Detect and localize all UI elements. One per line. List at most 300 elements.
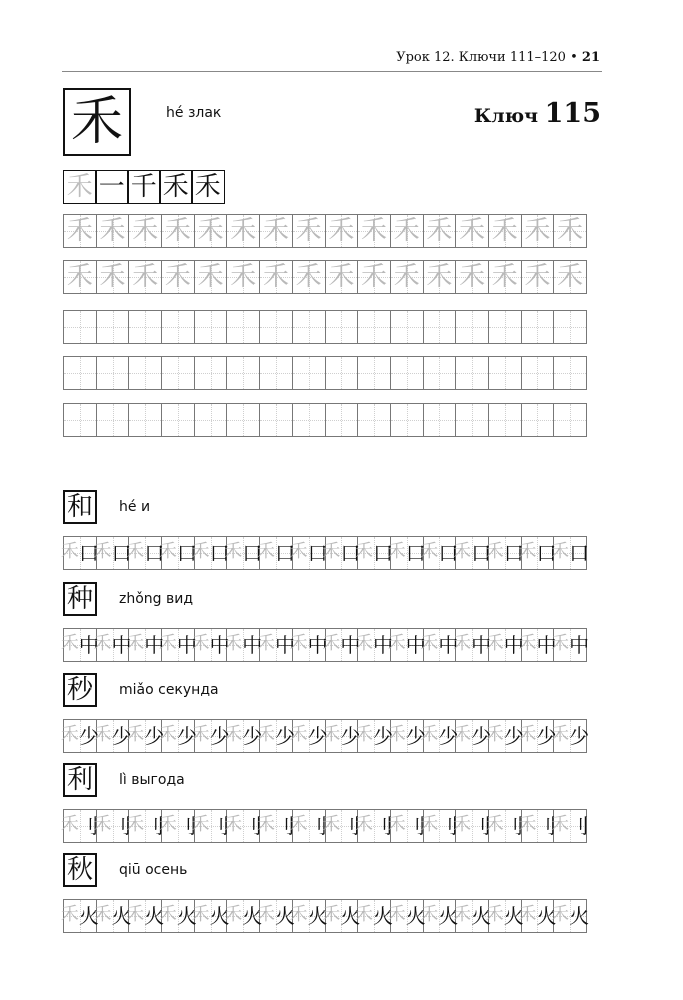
- practice-cell[interactable]: [488, 260, 522, 294]
- practice-cell[interactable]: [194, 260, 228, 294]
- trace-char: 禾: [557, 216, 584, 246]
- practice-cell[interactable]: [93, 536, 132, 570]
- practice-cell[interactable]: [355, 628, 394, 662]
- trace-component: 火: [209, 904, 230, 928]
- trace-component: 刂: [111, 814, 132, 838]
- trace-component: 火: [471, 904, 492, 928]
- key-number: 115: [544, 98, 601, 129]
- practice-cell[interactable]: [325, 260, 359, 294]
- lesson-title: Урок 12. Ключи 111–120: [396, 50, 566, 65]
- trace-component: 火: [503, 904, 524, 928]
- trace-radical: 禾: [322, 814, 341, 835]
- practice-cell[interactable]: [60, 809, 99, 843]
- practice-cell[interactable]: [455, 214, 489, 248]
- trace-component: 火: [78, 904, 99, 928]
- practice-row: [63, 260, 602, 294]
- practice-cell[interactable]: [453, 809, 492, 843]
- practice-cell[interactable]: [455, 260, 489, 294]
- practice-cell[interactable]: [93, 628, 132, 662]
- practice-cell[interactable]: [161, 310, 195, 344]
- practice-cell[interactable]: [128, 260, 162, 294]
- trace-char: 禾: [132, 262, 159, 292]
- trace-radical: 禾: [191, 724, 210, 745]
- trace-component: 火: [569, 904, 590, 928]
- practice-cell[interactable]: [553, 403, 587, 437]
- practice-cell[interactable]: [226, 260, 260, 294]
- practice-cell[interactable]: [551, 719, 590, 753]
- trace-component: 刂: [438, 814, 459, 838]
- trace-component: 中: [307, 633, 328, 657]
- practice-cell[interactable]: [423, 356, 457, 390]
- practice-cell[interactable]: [453, 899, 492, 933]
- practice-cell[interactable]: [357, 403, 391, 437]
- practice-cell[interactable]: [194, 214, 228, 248]
- practice-cell[interactable]: [289, 809, 328, 843]
- practice-cell[interactable]: [292, 214, 326, 248]
- practice-cell[interactable]: [518, 899, 557, 933]
- practice-row: [63, 403, 602, 437]
- word-character: 和: [63, 490, 97, 524]
- page-header: [62, 50, 602, 72]
- word-character: 秋: [63, 853, 97, 887]
- practice-cell[interactable]: [387, 809, 426, 843]
- trace-radical: 禾: [485, 541, 504, 562]
- practice-cell[interactable]: [390, 214, 424, 248]
- practice-cell[interactable]: [357, 214, 391, 248]
- practice-cell[interactable]: [420, 536, 459, 570]
- practice-cell[interactable]: [126, 536, 165, 570]
- trace-radical: 禾: [158, 904, 177, 925]
- trace-char: 禾: [164, 216, 191, 246]
- trace-radical: 禾: [518, 904, 537, 925]
- trace-char: 禾: [66, 262, 93, 292]
- practice-cell[interactable]: [289, 536, 328, 570]
- practice-cell[interactable]: [357, 260, 391, 294]
- trace-char: [551, 816, 589, 836]
- practice-cell[interactable]: [423, 310, 457, 344]
- practice-cell[interactable]: [521, 403, 555, 437]
- practice-cell[interactable]: [256, 809, 295, 843]
- practice-cell[interactable]: [420, 628, 459, 662]
- trace-component: 口: [438, 541, 459, 565]
- practice-cell[interactable]: [161, 356, 195, 390]
- practice-cell[interactable]: [322, 809, 361, 843]
- word-meaning: и: [140, 499, 151, 515]
- word-pinyin-meaning: [119, 772, 185, 788]
- stroke-step-5: [191, 170, 225, 204]
- trace-component: 刂: [569, 814, 590, 838]
- practice-cell[interactable]: [63, 310, 97, 344]
- trace-char: 禾: [491, 216, 518, 246]
- practice-cell[interactable]: [289, 628, 328, 662]
- practice-cell[interactable]: [390, 356, 424, 390]
- trace-char: [551, 906, 589, 926]
- practice-cell[interactable]: [158, 809, 197, 843]
- trace-component: 中: [373, 633, 394, 657]
- page-number: 21: [581, 50, 600, 65]
- trace-radical: 禾: [355, 724, 374, 745]
- practice-cell[interactable]: [161, 260, 195, 294]
- word-pinyin-meaning: [119, 499, 150, 515]
- practice-cell[interactable]: [161, 403, 195, 437]
- word-character: 种: [63, 582, 97, 616]
- practice-cell[interactable]: [551, 536, 590, 570]
- trace-radical: 禾: [551, 814, 570, 835]
- practice-cell[interactable]: [488, 356, 522, 390]
- practice-cell[interactable]: [390, 403, 424, 437]
- practice-cell[interactable]: [292, 403, 326, 437]
- practice-cell[interactable]: [355, 536, 394, 570]
- practice-cell[interactable]: [194, 310, 228, 344]
- word-character: 秒: [63, 673, 97, 707]
- practice-cell[interactable]: [423, 403, 457, 437]
- trace-char: 禾: [132, 216, 159, 246]
- trace-char: 禾: [426, 216, 453, 246]
- trace-component: 火: [111, 904, 132, 928]
- word-practice-row: [60, 899, 602, 933]
- practice-cell[interactable]: [259, 356, 293, 390]
- practice-cell[interactable]: [224, 719, 263, 753]
- practice-cell[interactable]: [226, 356, 260, 390]
- trace-radical: 禾: [518, 633, 537, 654]
- trace-radical: 禾: [387, 633, 406, 654]
- practice-cell[interactable]: [128, 214, 162, 248]
- practice-cell[interactable]: [226, 403, 260, 437]
- practice-cell[interactable]: [289, 719, 328, 753]
- trace-component: 火: [144, 904, 165, 928]
- practice-cell[interactable]: [453, 628, 492, 662]
- trace-char: 禾: [230, 216, 257, 246]
- practice-cell[interactable]: [387, 536, 426, 570]
- trace-radical: 禾: [289, 541, 308, 562]
- practice-cell[interactable]: [325, 310, 359, 344]
- trace-radical: 禾: [60, 814, 79, 835]
- practice-cell[interactable]: [128, 310, 162, 344]
- practice-cell[interactable]: [126, 899, 165, 933]
- trace-char: 禾: [393, 262, 420, 292]
- practice-cell[interactable]: [488, 214, 522, 248]
- trace-component: 火: [536, 904, 557, 928]
- practice-cell[interactable]: [485, 899, 524, 933]
- trace-radical: 禾: [158, 633, 177, 654]
- trace-radical: 禾: [93, 541, 112, 562]
- trace-component: 少: [438, 724, 459, 748]
- practice-cell[interactable]: [322, 899, 361, 933]
- radical-character: 禾: [63, 88, 131, 156]
- trace-radical: 禾: [322, 541, 341, 562]
- practice-cell[interactable]: [551, 899, 590, 933]
- practice-cell[interactable]: [60, 536, 99, 570]
- stroke-step-char: 禾: [162, 171, 189, 202]
- practice-cell[interactable]: [259, 260, 293, 294]
- practice-cell[interactable]: [423, 260, 457, 294]
- trace-component: 少: [111, 724, 132, 748]
- practice-cell[interactable]: [453, 719, 492, 753]
- word-meaning: осень: [145, 862, 188, 878]
- practice-cell[interactable]: [93, 899, 132, 933]
- practice-cell[interactable]: [325, 214, 359, 248]
- practice-cell[interactable]: [158, 719, 197, 753]
- practice-cell[interactable]: [420, 719, 459, 753]
- practice-cell[interactable]: [194, 403, 228, 437]
- practice-cell[interactable]: [191, 719, 230, 753]
- trace-radical: 禾: [60, 904, 79, 925]
- trace-component: 少: [536, 724, 557, 748]
- practice-cell[interactable]: [60, 899, 99, 933]
- trace-radical: 禾: [224, 633, 243, 654]
- practice-cell[interactable]: [485, 719, 524, 753]
- practice-cell[interactable]: [191, 899, 230, 933]
- practice-cell[interactable]: [551, 809, 590, 843]
- trace-radical: 禾: [126, 904, 145, 925]
- practice-cell[interactable]: [485, 628, 524, 662]
- practice-cell[interactable]: [96, 214, 130, 248]
- radical-pinyin-meaning: [166, 105, 221, 121]
- practice-cell[interactable]: [259, 310, 293, 344]
- trace-char: 禾: [491, 262, 518, 292]
- trace-component: 口: [405, 541, 426, 565]
- trace-radical: 禾: [355, 541, 374, 562]
- practice-cell[interactable]: [325, 403, 359, 437]
- trace-component: 少: [340, 724, 361, 748]
- practice-cell[interactable]: [453, 536, 492, 570]
- practice-cell[interactable]: [423, 214, 457, 248]
- stroke-step-4: [159, 170, 193, 204]
- trace-char: 禾: [557, 262, 584, 292]
- trace-component: 少: [307, 724, 328, 748]
- practice-row: [63, 310, 602, 344]
- practice-cell[interactable]: [259, 214, 293, 248]
- practice-cell[interactable]: [292, 260, 326, 294]
- trace-radical: 禾: [256, 904, 275, 925]
- practice-cell[interactable]: [226, 214, 260, 248]
- trace-radical: 禾: [322, 633, 341, 654]
- trace-char: 禾: [361, 262, 388, 292]
- practice-cell[interactable]: [387, 628, 426, 662]
- word-pinyin: hé: [119, 499, 141, 515]
- practice-cell[interactable]: [322, 536, 361, 570]
- practice-cell[interactable]: [158, 536, 197, 570]
- trace-radical: 禾: [256, 724, 275, 745]
- practice-cell[interactable]: [521, 356, 555, 390]
- practice-cell[interactable]: [325, 356, 359, 390]
- practice-cell[interactable]: [289, 899, 328, 933]
- trace-component: 中: [536, 633, 557, 657]
- trace-component: 少: [471, 724, 492, 748]
- practice-cell[interactable]: [485, 536, 524, 570]
- trace-component: 火: [176, 904, 197, 928]
- practice-cell[interactable]: [224, 899, 263, 933]
- practice-cell[interactable]: [63, 356, 97, 390]
- practice-cell[interactable]: [518, 809, 557, 843]
- trace-radical: 禾: [322, 904, 341, 925]
- trace-radical: 禾: [191, 541, 210, 562]
- practice-cell[interactable]: [355, 899, 394, 933]
- trace-component: 口: [569, 541, 590, 565]
- word-practice-row: [60, 536, 602, 570]
- practice-cell[interactable]: [96, 310, 130, 344]
- practice-cell[interactable]: [128, 403, 162, 437]
- trace-component: 火: [438, 904, 459, 928]
- practice-cell[interactable]: [357, 356, 391, 390]
- practice-cell[interactable]: [518, 719, 557, 753]
- practice-cell[interactable]: [355, 719, 394, 753]
- trace-radical: 禾: [256, 541, 275, 562]
- practice-row: [63, 356, 602, 390]
- practice-cell[interactable]: [126, 719, 165, 753]
- trace-component: 中: [471, 633, 492, 657]
- trace-component: 口: [78, 541, 99, 565]
- trace-component: 中: [111, 633, 132, 657]
- practice-cell[interactable]: [455, 310, 489, 344]
- trace-radical: 禾: [60, 724, 79, 745]
- practice-cell[interactable]: [455, 356, 489, 390]
- trace-radical: 禾: [518, 541, 537, 562]
- word-meaning: вид: [166, 591, 194, 607]
- trace-radical: 禾: [126, 814, 145, 835]
- word-practice-row: [60, 628, 602, 662]
- practice-cell[interactable]: [224, 536, 263, 570]
- trace-component: 少: [78, 724, 99, 748]
- practice-cell[interactable]: [158, 899, 197, 933]
- trace-radical: 禾: [355, 633, 374, 654]
- trace-radical: 禾: [551, 904, 570, 925]
- practice-cell[interactable]: [485, 809, 524, 843]
- trace-component: 中: [209, 633, 230, 657]
- practice-cell[interactable]: [96, 260, 130, 294]
- trace-component: 火: [373, 904, 394, 928]
- practice-cell[interactable]: [256, 719, 295, 753]
- practice-cell[interactable]: [93, 809, 132, 843]
- trace-component: 刂: [144, 814, 165, 838]
- practice-cell[interactable]: [224, 628, 263, 662]
- practice-cell[interactable]: [420, 809, 459, 843]
- practice-cell[interactable]: [128, 356, 162, 390]
- practice-cell[interactable]: [357, 310, 391, 344]
- trace-component: 中: [405, 633, 426, 657]
- trace-component: 少: [176, 724, 197, 748]
- practice-cell[interactable]: [488, 403, 522, 437]
- practice-cell[interactable]: [158, 628, 197, 662]
- practice-cell[interactable]: [455, 403, 489, 437]
- word-meaning: секунда: [158, 682, 219, 698]
- trace-char: 禾: [66, 216, 93, 246]
- word-practice-row: [60, 719, 602, 753]
- practice-cell[interactable]: [191, 809, 230, 843]
- practice-cell[interactable]: [63, 260, 97, 294]
- practice-cell[interactable]: [292, 356, 326, 390]
- practice-cell[interactable]: [322, 628, 361, 662]
- practice-cell[interactable]: [126, 628, 165, 662]
- practice-cell[interactable]: [226, 310, 260, 344]
- trace-component: 火: [307, 904, 328, 928]
- practice-cell[interactable]: [292, 310, 326, 344]
- practice-cell[interactable]: [553, 260, 587, 294]
- trace-radical: 禾: [485, 904, 504, 925]
- trace-component: 刂: [471, 814, 492, 838]
- trace-radical: 禾: [289, 814, 308, 835]
- practice-cell[interactable]: [390, 260, 424, 294]
- practice-cell[interactable]: [553, 356, 587, 390]
- trace-component: 刂: [307, 814, 328, 838]
- trace-radical: 禾: [93, 724, 112, 745]
- word-pinyin: lì: [119, 772, 132, 788]
- practice-cell[interactable]: [518, 628, 557, 662]
- word-pinyin-meaning: [119, 682, 219, 698]
- practice-cell[interactable]: [259, 403, 293, 437]
- trace-radical: 禾: [518, 724, 537, 745]
- practice-cell[interactable]: [322, 719, 361, 753]
- practice-cell[interactable]: [387, 899, 426, 933]
- trace-component: 口: [503, 541, 524, 565]
- practice-cell[interactable]: [256, 628, 295, 662]
- practice-cell[interactable]: [521, 260, 555, 294]
- stroke-order-row: [63, 170, 223, 204]
- practice-cell[interactable]: [551, 628, 590, 662]
- practice-cell[interactable]: [224, 809, 263, 843]
- trace-char: 禾: [459, 216, 486, 246]
- trace-radical: 禾: [224, 541, 243, 562]
- practice-cell[interactable]: [60, 719, 99, 753]
- practice-cell[interactable]: [387, 719, 426, 753]
- practice-cell[interactable]: [420, 899, 459, 933]
- practice-cell[interactable]: [553, 310, 587, 344]
- practice-cell[interactable]: [488, 310, 522, 344]
- practice-cell[interactable]: [93, 719, 132, 753]
- word-character: 利: [63, 763, 97, 797]
- practice-cell[interactable]: [521, 310, 555, 344]
- trace-component: 刂: [274, 814, 295, 838]
- practice-cell[interactable]: [553, 214, 587, 248]
- trace-radical: 禾: [387, 814, 406, 835]
- practice-cell[interactable]: [161, 214, 195, 248]
- trace-component: 口: [340, 541, 361, 565]
- practice-cell[interactable]: [96, 403, 130, 437]
- trace-component: 刂: [536, 814, 557, 838]
- trace-radical: 禾: [453, 814, 472, 835]
- practice-cell[interactable]: [256, 899, 295, 933]
- practice-cell[interactable]: [256, 536, 295, 570]
- practice-cell[interactable]: [521, 214, 555, 248]
- practice-cell[interactable]: [194, 356, 228, 390]
- trace-radical: 禾: [158, 724, 177, 745]
- stroke-step-char: 禾: [194, 171, 221, 202]
- trace-radical: 禾: [289, 904, 308, 925]
- trace-radical: 禾: [60, 541, 79, 562]
- practice-cell[interactable]: [518, 536, 557, 570]
- trace-radical: 禾: [158, 814, 177, 835]
- trace-radical: 禾: [126, 724, 145, 745]
- trace-component: 火: [242, 904, 263, 928]
- trace-component: 口: [111, 541, 132, 565]
- trace-component: 少: [274, 724, 295, 748]
- practice-cell[interactable]: [63, 403, 97, 437]
- trace-radical: 禾: [551, 633, 570, 654]
- trace-radical: 禾: [387, 724, 406, 745]
- trace-radical: 禾: [126, 541, 145, 562]
- practice-cell[interactable]: [191, 628, 230, 662]
- practice-cell[interactable]: [63, 214, 97, 248]
- practice-cell[interactable]: [60, 628, 99, 662]
- practice-cell[interactable]: [355, 809, 394, 843]
- header-bullet: •: [570, 50, 578, 65]
- practice-cell[interactable]: [96, 356, 130, 390]
- practice-cell[interactable]: [390, 310, 424, 344]
- practice-cell[interactable]: [126, 809, 165, 843]
- practice-cell[interactable]: [191, 536, 230, 570]
- trace-radical: 禾: [191, 633, 210, 654]
- trace-radical: 禾: [420, 724, 439, 745]
